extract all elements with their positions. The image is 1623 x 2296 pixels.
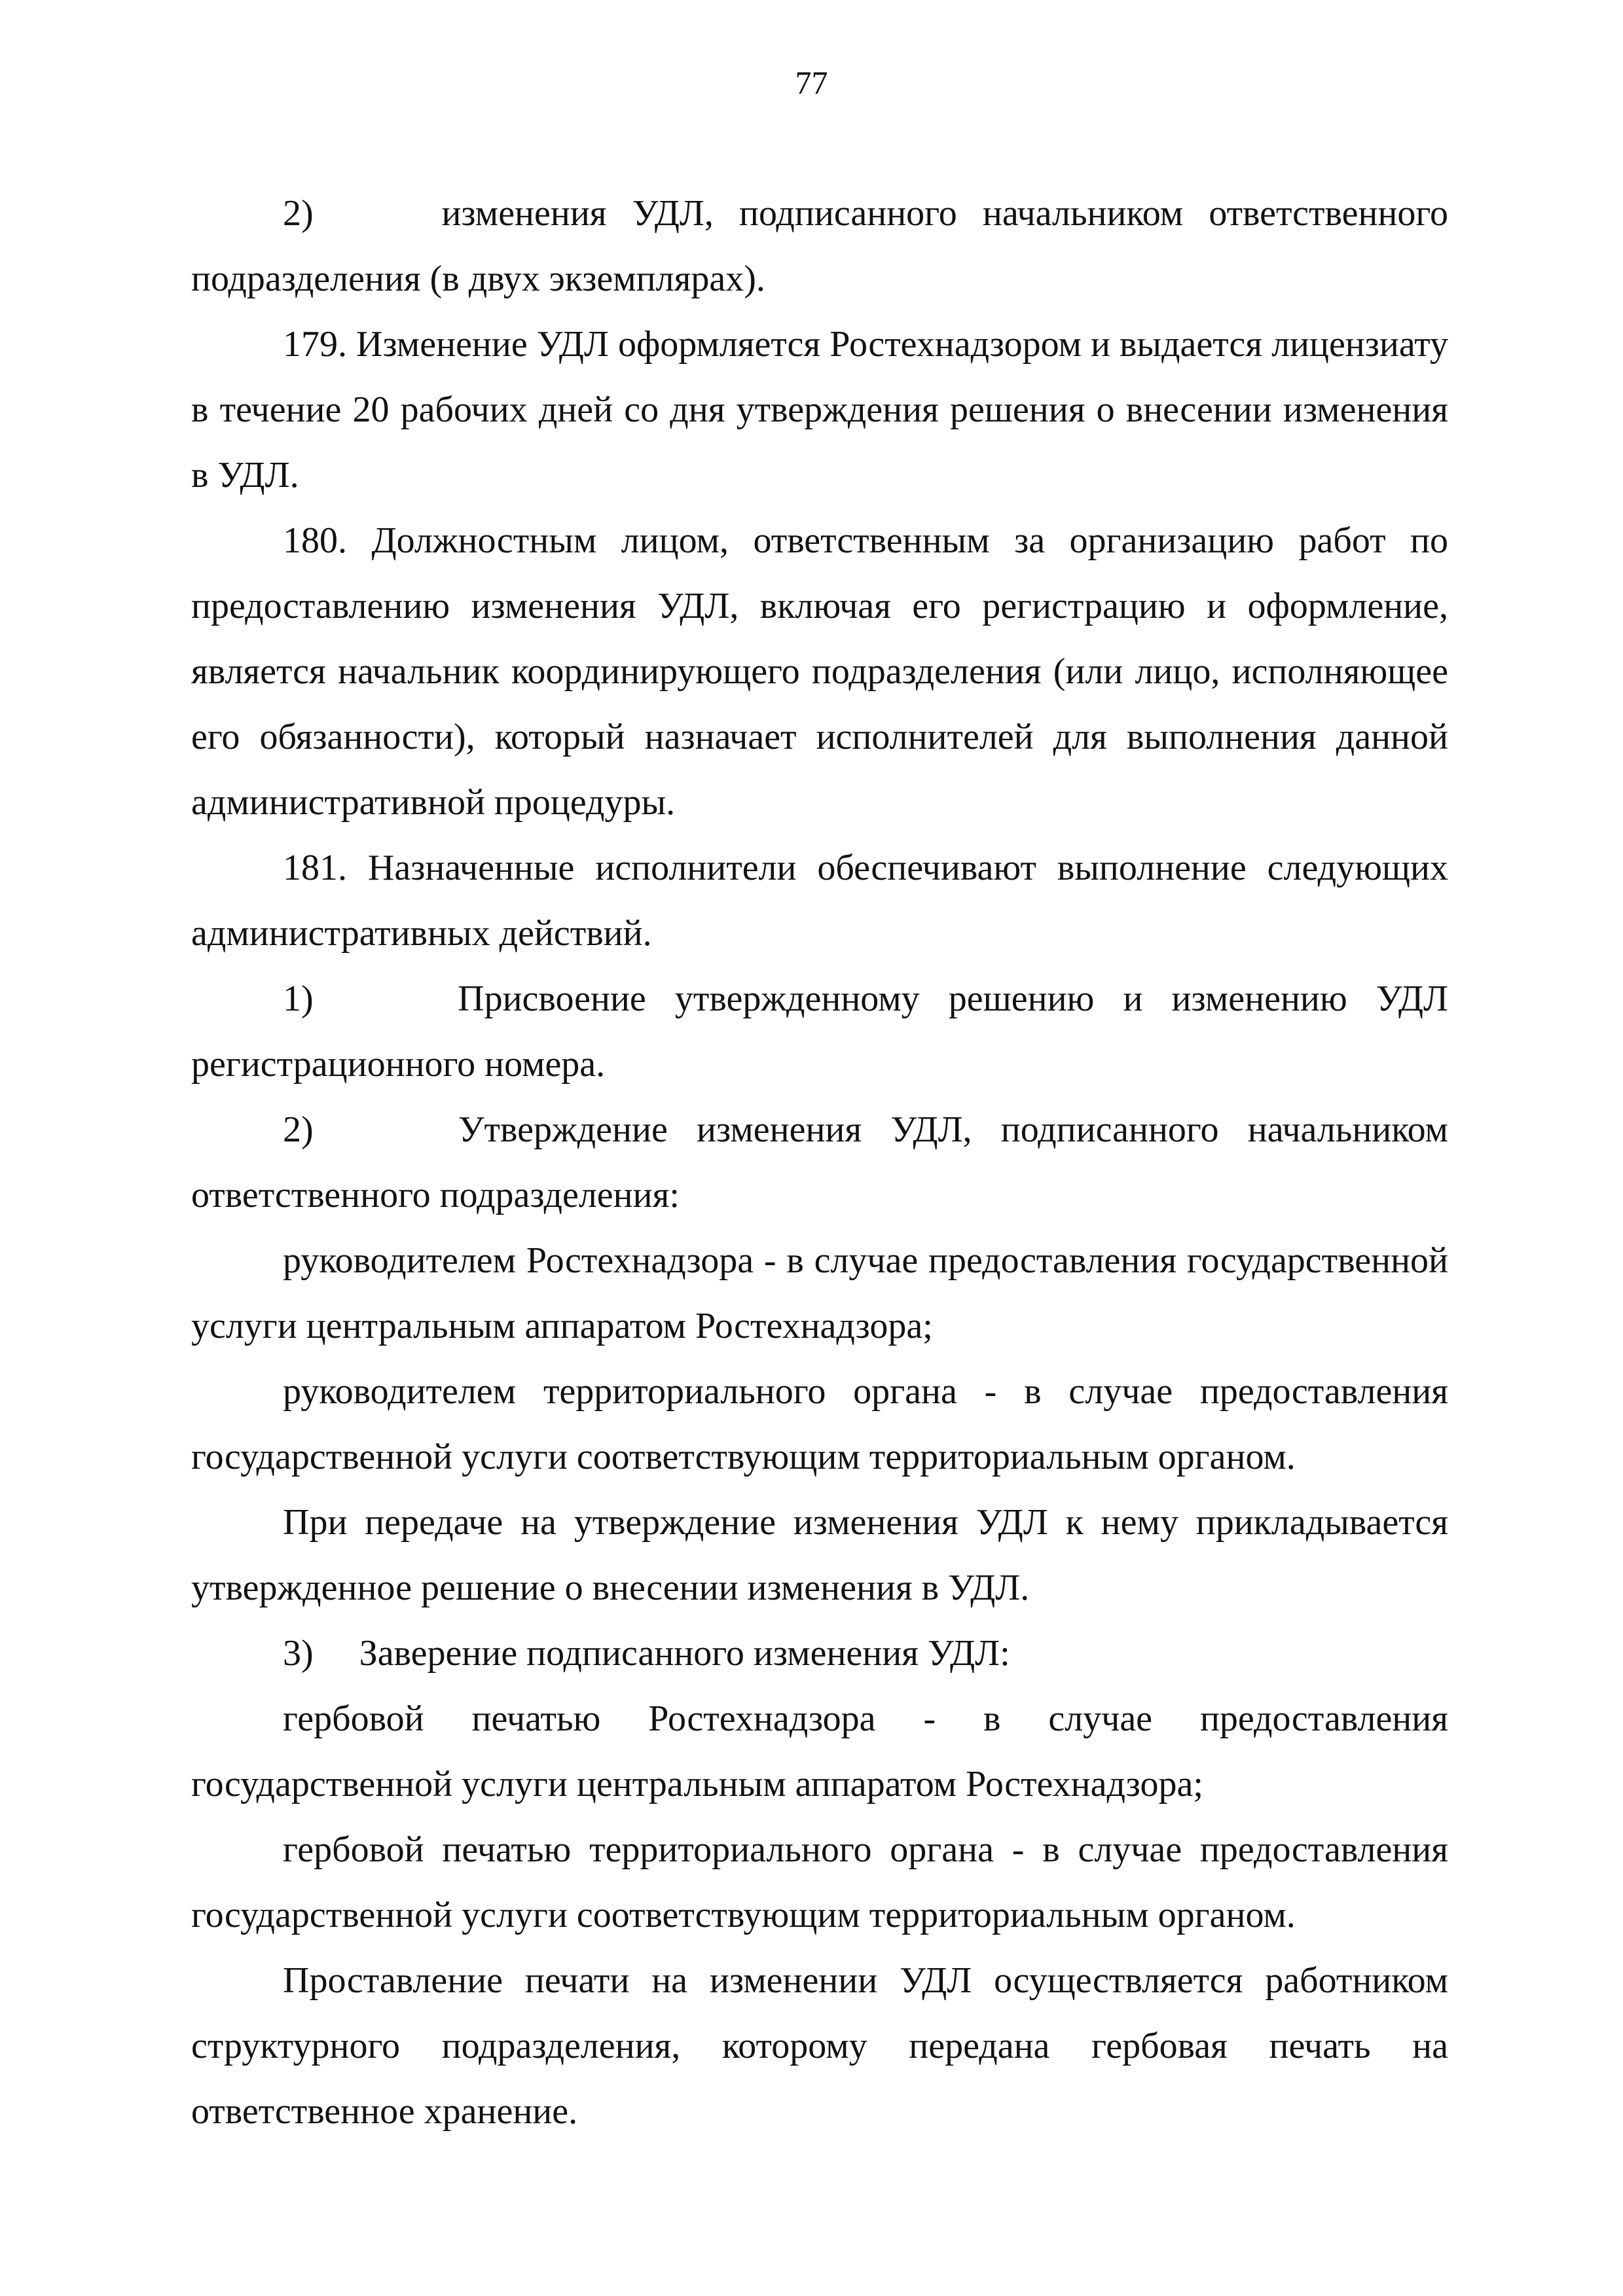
paragraph-item-3-certification: 3) Заверение подписанного изменения УДЛ:	[283, 1633, 1010, 1674]
paragraph-head-rostekhnadzor: руководителем Ростехнадзора - в случае предоставления государственной услуги центральным аппаратом Ростехнадзора;	[191, 1240, 1448, 1346]
paragraph-attachment-note: При передаче на утверждение изменения УДЛ к нему прикладывается утвержденное решение о внесении изменения в УДЛ.	[191, 1502, 1448, 1608]
paragraph-180: 180. Должностным лицом, ответственным за организацию работ по предоставлению изменения УДЛ, включая его регистрацию и оформление, является начальник координирующего подразделения (или лицо, исполняющее его обязанности), который назначает исполнителей для выполнения данной административной процедуры.	[191, 520, 1448, 823]
paragraph-179: 179. Изменение УДЛ оформляется Ростехнадзором и выдается лицензиату в течение 20 рабочих дней со дня утверждения решения о внесении изменения в УДЛ.	[191, 324, 1448, 495]
paragraph-seal-placement: Проставление печати на изменении УДЛ осуществляется работником структурного подразделения, которому передана гербовая печать на ответственное хранение.	[191, 1960, 1448, 2132]
paragraph-item-2-approval: 2) Утверждение изменения УДЛ, подписанного начальником ответственного подразделения:	[191, 1109, 1448, 1215]
paragraph-seal-territorial-body: гербовой печатью территориального органа - в случае предоставления государственной услуги соответствующим территориальным органом.	[191, 1829, 1448, 1935]
paragraph-seal-rostekhnadzor: гербовой печатью Ростехнадзора - в случае предоставления государственной услуги центральным аппаратом Ростехнадзора;	[191, 1698, 1448, 1804]
paragraph-item-1-assign-number: 1) Присвоение утвержденному решению и изменению УДЛ регистрационного номера.	[191, 978, 1448, 1085]
paragraph-item-2-change-udl: 2) изменения УДЛ, подписанного начальником ответственного подразделения (в двух экземплярах).	[191, 193, 1448, 299]
paragraph-head-territorial-body: руководителем территориального органа - в случае предоставления государственной услуги соответствующим территориальным органом.	[191, 1371, 1448, 1477]
paragraph-181: 181. Назначенные исполнители обеспечивают выполнение следующих административных действий.	[191, 848, 1448, 954]
page-number: 77	[795, 64, 828, 101]
